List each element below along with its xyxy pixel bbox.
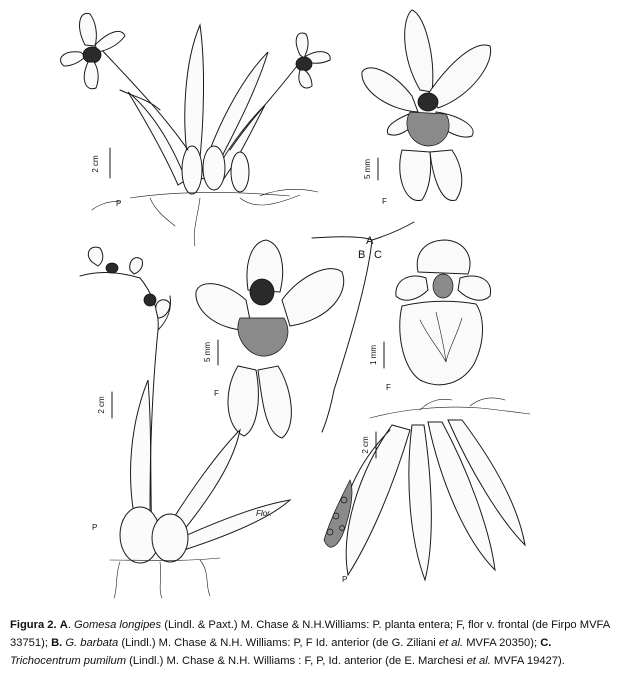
trichocentrum-pumilum-flower-drawing [396, 240, 491, 385]
figure-caption: Figura 2. A. Gomesa longipes (Lindl. & Paxt.) M. Chase & N.H.Williams: P. planta entera; F, flor v. frontal (de Firpo MVFA 33751); B. G. barbata (Lindl.) M. Chase & N.H. Williams: P, F Id. anterior (de G. Ziliani et al. MVFA 20350); C. Trichocentrum pumilum (Lindl.) M. Chase & N.H. Williams : F, P, Id. anterior (de E. Marchesi et al. MVFA 19427). [10, 619, 610, 667]
scale-bar-a-flower: 5 mm [363, 159, 372, 179]
panel-label-b-plant: P [92, 523, 98, 532]
gomesa-longipes-flower-drawing [362, 10, 491, 201]
section-label-c: C [374, 249, 382, 261]
trichocentrum-pumilum-plant-drawing [324, 398, 530, 580]
section-label-a: A [366, 235, 374, 247]
panel-label-c-flower: F [386, 383, 391, 392]
caption-authority-b: (Lindl.) M. Chase & N.H. Williams: P, F Id. anterior (de G. Ziliani [118, 637, 439, 649]
caption-key-c: C. [540, 637, 552, 649]
caption-voucher-b: MVFA 20350); [463, 637, 541, 649]
scale-bar-c-plant: 2 cm [361, 436, 370, 454]
scale-bar-c-flower: 1 mm [369, 345, 378, 365]
caption-key-b: B. [51, 637, 63, 649]
section-label-b: B [358, 249, 366, 261]
panel-label-b-flower: F [214, 389, 219, 398]
panel-label-a-plant: P [116, 199, 122, 208]
gomesa-longipes-plant-drawing [61, 13, 331, 246]
panel-label-c-plant: P [342, 575, 348, 584]
artist-signature: Flor. [256, 509, 272, 518]
caption-species-c: Trichocentrum pumilum [10, 655, 127, 667]
caption-species-a: Gomesa longipes [74, 619, 162, 631]
scale-bar-b-flower: 5 mm [203, 342, 212, 362]
caption-voucher-c: MVFA 19427). [490, 655, 565, 667]
caption-species-b: G. barbata [62, 637, 119, 649]
caption-etal-c: et al. [466, 655, 491, 667]
gomesa-barbata-flower-drawing [196, 240, 344, 438]
caption-authority-c: (Lindl.) M. Chase & N.H. Williams : F, P, Id. anterior (de E. Marchesi [126, 655, 467, 667]
panel-label-a-flower: F [382, 197, 387, 206]
scale-bar-b-plant: 2 cm [97, 396, 106, 414]
caption-authority-a: (Lindl. & Paxt.) M. Chase & N.H.Williams: P. planta entera; F, flor v. frontal (de Firpo MVFA 33751); [10, 619, 610, 649]
caption-etal-b: et al. [438, 637, 464, 649]
caption-figure-label: Figura 2. [10, 619, 57, 631]
caption-key-a: A [59, 619, 68, 631]
scale-bar-a-plant: 2 cm [91, 155, 100, 173]
